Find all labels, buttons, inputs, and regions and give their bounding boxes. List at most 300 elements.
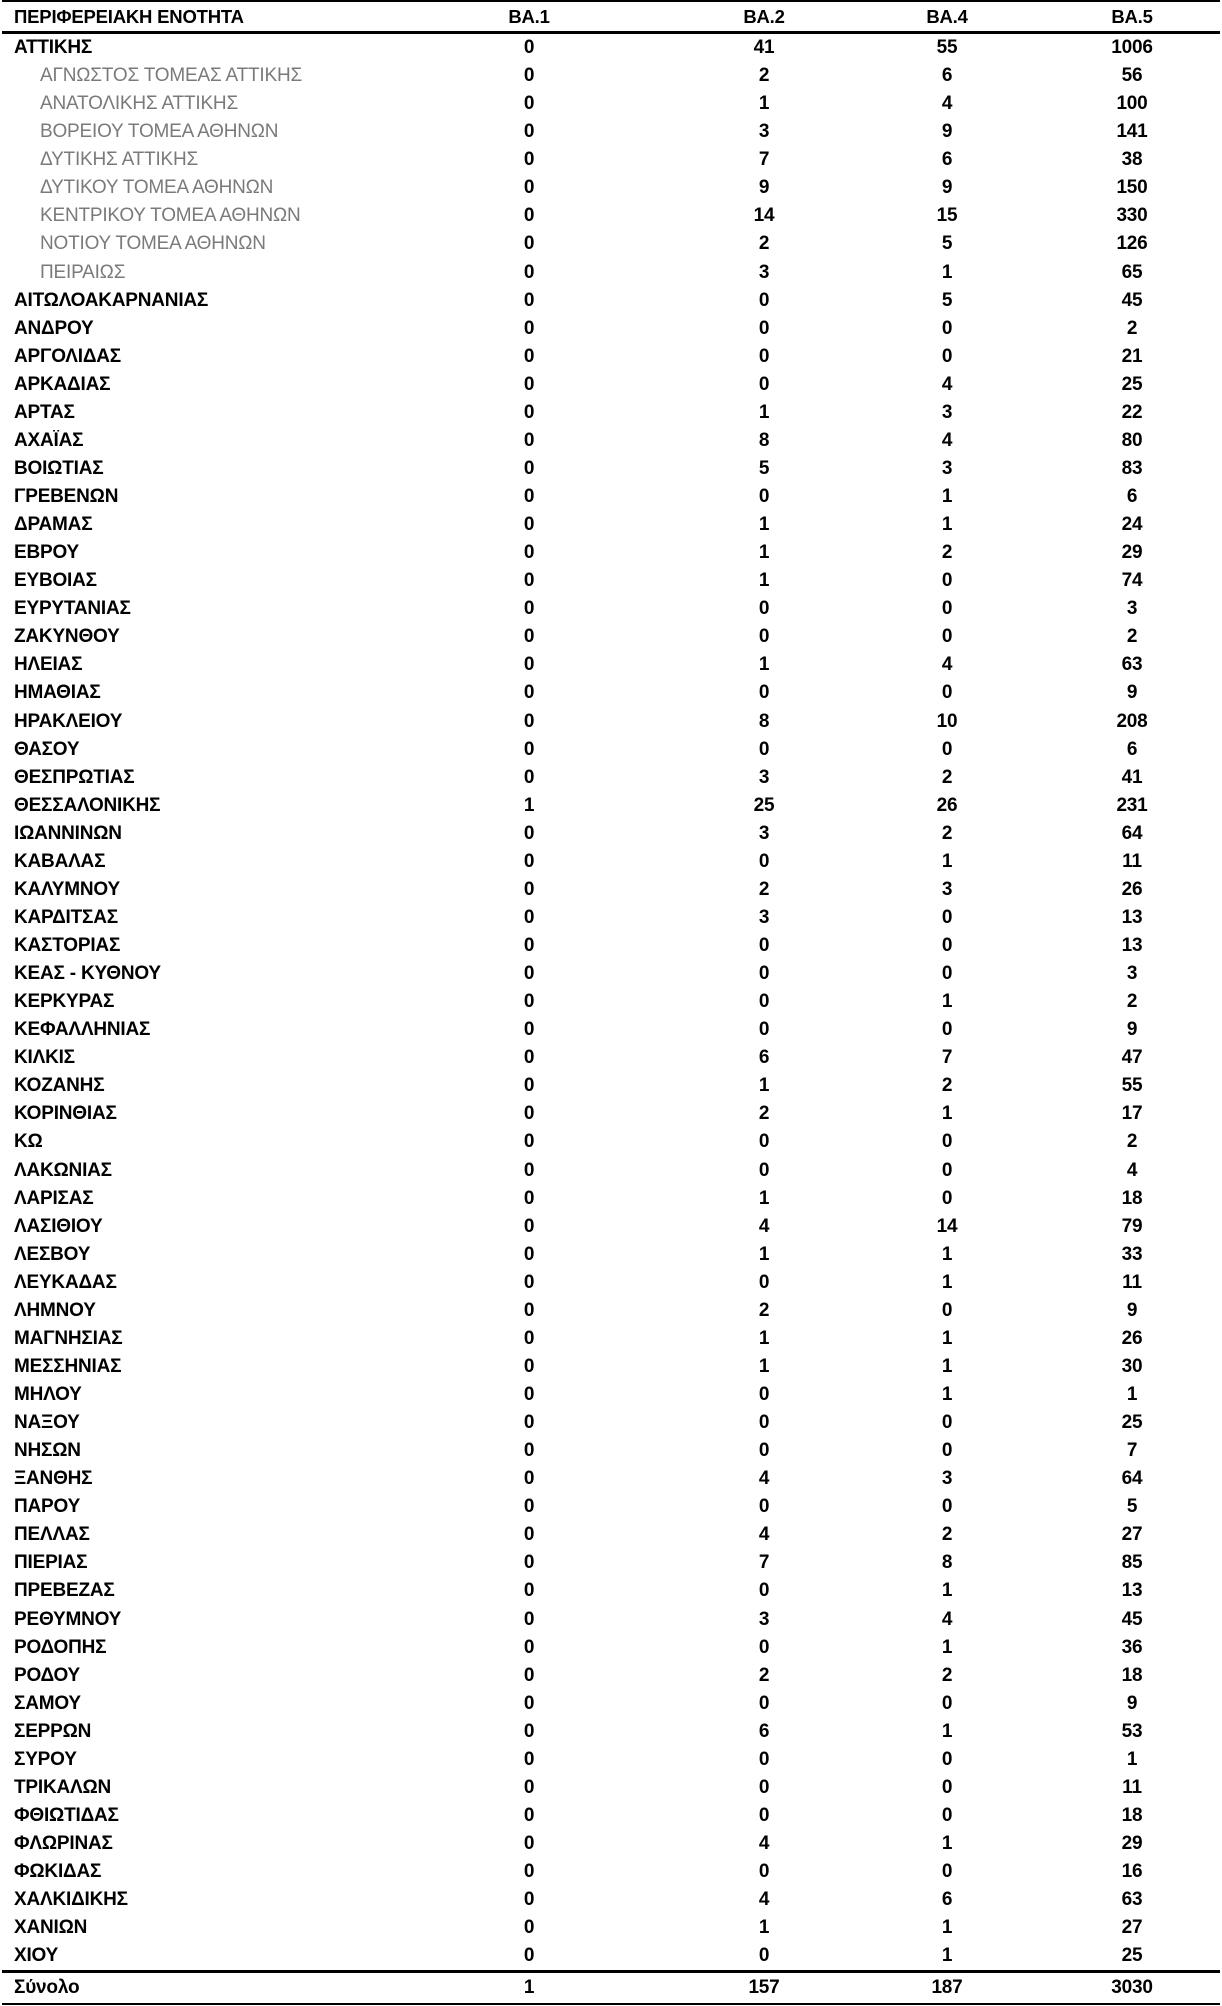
table-row (2, 230, 1220, 258)
value-ba1: 0 (523, 570, 535, 592)
value-ba2: 3 (758, 121, 770, 143)
table-row (2, 287, 1220, 315)
value-ba4: 0 (941, 1748, 953, 1770)
region-name: ΠΕΙΡΑΙΩΣ (40, 261, 126, 283)
value-ba5: 45 (1121, 1608, 1143, 1630)
value-ba1: 0 (523, 37, 535, 59)
value-ba4: 4 (941, 654, 953, 676)
value-ba4: 0 (941, 1861, 953, 1883)
table-header-row (2, 2, 1220, 34)
region-name: ΧΙΟΥ (14, 1945, 59, 1967)
table-row (2, 1072, 1220, 1100)
value-ba2: 0 (758, 850, 770, 872)
value-ba2: 0 (758, 1776, 770, 1798)
table-row (2, 1409, 1220, 1437)
region-name: ΠΡΕΒΕΖΑΣ (14, 1580, 115, 1602)
value-ba4: 2 (941, 766, 953, 788)
table-row (2, 399, 1220, 427)
value-ba5: 25 (1121, 1412, 1143, 1434)
value-ba4: 6 (941, 65, 953, 87)
value-ba5: 208 (1116, 710, 1148, 732)
value-ba1: 0 (523, 1524, 535, 1546)
value-ba5: 53 (1121, 1720, 1143, 1742)
value-ba5: 21 (1121, 345, 1143, 367)
region-name: ΔΡΑΜΑΣ (14, 514, 93, 536)
value-ba4: 3 (941, 1468, 953, 1490)
value-ba4: 2 (941, 1524, 953, 1546)
value-ba1: 0 (523, 1580, 535, 1602)
value-ba5: 33 (1121, 1243, 1143, 1265)
value-ba1: 0 (523, 598, 535, 620)
region-name: ΚΑΡΔΙΤΣΑΣ (14, 906, 118, 928)
value-ba4: 1 (941, 1720, 953, 1742)
value-ba1: 0 (523, 1917, 535, 1939)
value-ba5: 41 (1121, 766, 1143, 788)
table-row (2, 118, 1220, 146)
region-name: ΜΗΛΟΥ (14, 1384, 82, 1406)
total-ba1: 1 (523, 1977, 535, 1999)
value-ba2: 0 (758, 1019, 770, 1041)
value-ba2: 4 (758, 1215, 770, 1237)
value-ba1: 0 (523, 963, 535, 985)
value-ba5: 9 (1126, 682, 1138, 704)
value-ba4: 0 (941, 906, 953, 928)
value-ba5: 64 (1121, 1468, 1143, 1490)
total-row (2, 1970, 1220, 2005)
value-ba4: 1 (941, 1384, 953, 1406)
value-ba2: 1 (758, 1187, 770, 1209)
value-ba5: 2 (1126, 991, 1138, 1013)
value-ba1: 0 (523, 514, 535, 536)
value-ba4: 2 (941, 822, 953, 844)
value-ba5: 25 (1121, 1945, 1143, 1967)
region-name: ΠΑΡΟΥ (14, 1496, 81, 1518)
value-ba1: 0 (523, 233, 535, 255)
value-ba5: 26 (1121, 878, 1143, 900)
value-ba1: 0 (523, 1664, 535, 1686)
value-ba1: 0 (523, 401, 535, 423)
value-ba4: 0 (941, 570, 953, 592)
value-ba2: 0 (758, 1159, 770, 1181)
value-ba5: 38 (1121, 149, 1143, 171)
value-ba4: 4 (941, 1608, 953, 1630)
value-ba2: 0 (758, 626, 770, 648)
region-name: ΠΕΛΛΑΣ (14, 1524, 90, 1546)
value-ba4: 0 (941, 1440, 953, 1462)
value-ba1: 0 (523, 93, 535, 115)
table-row (2, 1128, 1220, 1156)
value-ba1: 0 (523, 682, 535, 704)
region-name: ΑΡΤΑΣ (14, 401, 75, 423)
value-ba4: 2 (941, 542, 953, 564)
value-ba4: 1 (941, 850, 953, 872)
region-name: ΦΩΚΙΔΑΣ (14, 1861, 102, 1883)
value-ba2: 3 (758, 1608, 770, 1630)
region-name: ΛΗΜΝΟΥ (14, 1299, 96, 1321)
region-name: ΘΕΣΠΡΩΤΙΑΣ (14, 766, 135, 788)
value-ba1: 0 (523, 1075, 535, 1097)
table-row (2, 1353, 1220, 1381)
value-ba5: 18 (1121, 1187, 1143, 1209)
value-ba1: 0 (523, 906, 535, 928)
table-row (2, 1465, 1220, 1493)
value-ba4: 0 (941, 1299, 953, 1321)
value-ba4: 0 (941, 1159, 953, 1181)
value-ba4: 0 (941, 738, 953, 760)
table-row (2, 1549, 1220, 1577)
region-name: ΑΤΤΙΚΗΣ (14, 37, 93, 59)
value-ba2: 3 (758, 261, 770, 283)
region-name: ΘΑΣΟΥ (14, 738, 80, 760)
table-row (2, 1886, 1220, 1914)
value-ba5: 45 (1121, 289, 1143, 311)
region-name: ΒΟΡΕΙΟΥ ΤΟΜΕΑ ΑΘΗΝΩΝ (40, 121, 279, 143)
value-ba4: 5 (941, 233, 953, 255)
value-ba4: 0 (941, 626, 953, 648)
table-row (2, 820, 1220, 848)
table-row (2, 427, 1220, 455)
value-ba2: 0 (758, 935, 770, 957)
value-ba1: 0 (523, 935, 535, 957)
value-ba1: 0 (523, 1804, 535, 1826)
region-name: ΗΛΕΙΑΣ (14, 654, 83, 676)
value-ba2: 0 (758, 373, 770, 395)
table-row (2, 1690, 1220, 1718)
value-ba5: 85 (1121, 1552, 1143, 1574)
value-ba5: 55 (1121, 1075, 1143, 1097)
value-ba2: 8 (758, 429, 770, 451)
value-ba5: 27 (1121, 1524, 1143, 1546)
value-ba5: 5 (1126, 1496, 1138, 1518)
value-ba5: 6 (1126, 738, 1138, 760)
table-row (2, 1269, 1220, 1297)
value-ba5: 74 (1121, 570, 1143, 592)
table-row (2, 34, 1220, 62)
value-ba2: 1 (758, 93, 770, 115)
table-row (2, 1746, 1220, 1774)
table-row (2, 1157, 1220, 1185)
value-ba4: 14 (936, 1215, 958, 1237)
region-name: ΣΕΡΡΩΝ (14, 1720, 92, 1742)
value-ba4: 0 (941, 345, 953, 367)
table-row (2, 1241, 1220, 1269)
value-ba5: 2 (1126, 1131, 1138, 1153)
value-ba2: 7 (758, 149, 770, 171)
value-ba4: 1 (941, 1636, 953, 1658)
value-ba5: 80 (1121, 429, 1143, 451)
value-ba5: 3 (1126, 598, 1138, 620)
region-name: ΕΥΡΥΤΑΝΙΑΣ (14, 598, 131, 620)
value-ba1: 0 (523, 1355, 535, 1377)
table-row (2, 1044, 1220, 1072)
value-ba1: 0 (523, 1327, 535, 1349)
value-ba1: 0 (523, 1636, 535, 1658)
value-ba2: 0 (758, 1496, 770, 1518)
region-name: ΕΒΡΟΥ (14, 542, 79, 564)
total-ba2: 157 (748, 1977, 780, 1999)
region-name: ΑΡΚΑΔΙΑΣ (14, 373, 111, 395)
value-ba4: 1 (941, 514, 953, 536)
table-row (2, 1521, 1220, 1549)
value-ba2: 2 (758, 878, 770, 900)
value-ba1: 1 (523, 794, 535, 816)
value-ba5: 9 (1126, 1299, 1138, 1321)
value-ba4: 3 (941, 401, 953, 423)
region-name: ΛΑΡΙΣΑΣ (14, 1187, 94, 1209)
value-ba5: 83 (1121, 457, 1143, 479)
value-ba4: 3 (941, 878, 953, 900)
value-ba1: 0 (523, 345, 535, 367)
value-ba5: 17 (1121, 1103, 1143, 1125)
value-ba1: 0 (523, 65, 535, 87)
value-ba2: 41 (753, 37, 775, 59)
value-ba1: 0 (523, 1187, 535, 1209)
value-ba4: 4 (941, 373, 953, 395)
value-ba2: 0 (758, 1271, 770, 1293)
value-ba2: 5 (758, 457, 770, 479)
header-ba2: ΒΑ.2 (743, 5, 785, 27)
value-ba4: 0 (941, 1692, 953, 1714)
value-ba2: 2 (758, 1664, 770, 1686)
value-ba4: 4 (941, 429, 953, 451)
value-ba5: 26 (1121, 1327, 1143, 1349)
value-ba4: 26 (936, 794, 958, 816)
region-name: ΜΕΣΣΗΝΙΑΣ (14, 1355, 122, 1377)
value-ba5: 79 (1121, 1215, 1143, 1237)
total-ba4: 187 (931, 1977, 963, 1999)
region-name: ΚΕΡΚΥΡΑΣ (14, 991, 115, 1013)
table-row (2, 1493, 1220, 1521)
table-row (2, 1213, 1220, 1241)
value-ba1: 0 (523, 149, 535, 171)
value-ba4: 0 (941, 1412, 953, 1434)
table-row (2, 932, 1220, 960)
region-name: ΝΗΣΩΝ (14, 1440, 81, 1462)
table-row (2, 1774, 1220, 1802)
value-ba4: 1 (941, 1271, 953, 1293)
table-row (2, 876, 1220, 904)
region-name: ΠΙΕΡΙΑΣ (14, 1552, 88, 1574)
value-ba2: 7 (758, 1552, 770, 1574)
value-ba2: 0 (758, 1440, 770, 1462)
table-row (2, 1606, 1220, 1634)
value-ba1: 0 (523, 1019, 535, 1041)
value-ba2: 0 (758, 1748, 770, 1770)
value-ba2: 3 (758, 766, 770, 788)
region-name: ΚΑΒΑΛΑΣ (14, 850, 106, 872)
region-name: ΕΥΒΟΙΑΣ (14, 570, 97, 592)
total-label: Σύνολο (14, 1977, 80, 1999)
table-row (2, 623, 1220, 651)
table-row (2, 1718, 1220, 1746)
value-ba4: 1 (941, 261, 953, 283)
value-ba4: 1 (941, 1243, 953, 1265)
total-ba5: 3030 (1111, 1977, 1153, 1999)
value-ba1: 0 (523, 457, 535, 479)
value-ba5: 9 (1126, 1692, 1138, 1714)
value-ba2: 1 (758, 1327, 770, 1349)
value-ba2: 8 (758, 710, 770, 732)
value-ba1: 0 (523, 1468, 535, 1490)
value-ba5: 4 (1126, 1159, 1138, 1181)
value-ba4: 1 (941, 1580, 953, 1602)
table-row (2, 1802, 1220, 1830)
value-ba4: 9 (941, 121, 953, 143)
region-name: ΑΝΔΡΟΥ (14, 317, 94, 339)
value-ba4: 0 (941, 935, 953, 957)
region-name: ΞΑΝΘΗΣ (14, 1468, 93, 1490)
table-row (2, 1100, 1220, 1128)
table-body (2, 34, 1220, 1970)
value-ba2: 1 (758, 1075, 770, 1097)
table-row (2, 455, 1220, 483)
value-ba1: 0 (523, 486, 535, 508)
value-ba2: 1 (758, 401, 770, 423)
value-ba2: 2 (758, 233, 770, 255)
value-ba1: 0 (523, 1720, 535, 1742)
region-name: ΚΕΦΑΛΛΗΝΙΑΣ (14, 1019, 151, 1041)
value-ba1: 0 (523, 878, 535, 900)
value-ba1: 0 (523, 1608, 535, 1630)
value-ba2: 0 (758, 317, 770, 339)
value-ba4: 0 (941, 1496, 953, 1518)
value-ba2: 0 (758, 345, 770, 367)
value-ba5: 3 (1126, 963, 1138, 985)
value-ba1: 0 (523, 1552, 535, 1574)
value-ba1: 0 (523, 121, 535, 143)
region-name: ΗΜΑΘΙΑΣ (14, 682, 101, 704)
header-region: ΠΕΡΙΦΕΡΕΙΑΚΗ ΕΝΟΤΗΤΑ (14, 5, 244, 27)
value-ba2: 0 (758, 486, 770, 508)
value-ba5: 9 (1126, 1019, 1138, 1041)
value-ba4: 1 (941, 1833, 953, 1855)
value-ba1: 0 (523, 1692, 535, 1714)
value-ba1: 0 (523, 766, 535, 788)
value-ba1: 0 (523, 261, 535, 283)
region-name: ΛΑΚΩΝΙΑΣ (14, 1159, 112, 1181)
region-name: ΣΥΡΟΥ (14, 1748, 77, 1770)
header-ba1: ΒΑ.1 (508, 5, 550, 27)
value-ba4: 0 (941, 1776, 953, 1798)
table-row (2, 343, 1220, 371)
value-ba2: 0 (758, 1636, 770, 1658)
value-ba1: 0 (523, 626, 535, 648)
value-ba4: 7 (941, 1047, 953, 1069)
value-ba5: 30 (1121, 1355, 1143, 1377)
table-row (2, 483, 1220, 511)
value-ba4: 10 (936, 710, 958, 732)
region-name: ΑΙΤΩΛΟΑΚΑΡΝΑΝΙΑΣ (14, 289, 209, 311)
region-name: ΝΑΞΟΥ (14, 1412, 80, 1434)
value-ba5: 64 (1121, 822, 1143, 844)
table-row (2, 1185, 1220, 1213)
region-name: ΡΟΔΟΥ (14, 1664, 81, 1686)
value-ba4: 0 (941, 1187, 953, 1209)
value-ba4: 1 (941, 1327, 953, 1349)
table-row (2, 764, 1220, 792)
value-ba5: 2 (1126, 317, 1138, 339)
table-row (2, 1016, 1220, 1044)
region-name: ΡΕΘΥΜΝΟΥ (14, 1608, 122, 1630)
value-ba1: 0 (523, 1440, 535, 1462)
value-ba2: 1 (758, 1917, 770, 1939)
value-ba4: 2 (941, 1075, 953, 1097)
region-name: ΦΛΩΡΙΝΑΣ (14, 1833, 113, 1855)
value-ba5: 1 (1126, 1748, 1138, 1770)
value-ba5: 63 (1121, 654, 1143, 676)
value-ba2: 1 (758, 654, 770, 676)
region-name: ΓΡΕΒΕΝΩΝ (14, 486, 119, 508)
region-name: ΣΑΜΟΥ (14, 1692, 81, 1714)
value-ba4: 8 (941, 1552, 953, 1574)
table-row (2, 736, 1220, 764)
value-ba1: 0 (523, 1776, 535, 1798)
value-ba2: 3 (758, 822, 770, 844)
value-ba1: 0 (523, 850, 535, 872)
table-row (2, 708, 1220, 736)
value-ba5: 13 (1121, 906, 1143, 928)
region-name: ΙΩΑΝΝΙΝΩΝ (14, 822, 122, 844)
value-ba4: 15 (936, 205, 958, 227)
value-ba4: 55 (936, 37, 958, 59)
value-ba4: 6 (941, 149, 953, 171)
value-ba1: 0 (523, 1131, 535, 1153)
value-ba2: 0 (758, 289, 770, 311)
value-ba2: 0 (758, 682, 770, 704)
value-ba4: 1 (941, 1355, 953, 1377)
value-ba2: 0 (758, 1804, 770, 1826)
value-ba5: 150 (1116, 177, 1148, 199)
value-ba1: 0 (523, 177, 535, 199)
value-ba4: 1 (941, 1917, 953, 1939)
value-ba1: 0 (523, 654, 535, 676)
table-row (2, 651, 1220, 679)
value-ba2: 1 (758, 1355, 770, 1377)
table-row (2, 146, 1220, 174)
region-name: ΔΥΤΙΚΗΣ ΑΤΤΙΚΗΣ (40, 149, 199, 171)
region-name: ΘΕΣΣΑΛΟΝΙΚΗΣ (14, 794, 161, 816)
value-ba1: 0 (523, 1159, 535, 1181)
value-ba2: 3 (758, 906, 770, 928)
value-ba5: 63 (1121, 1889, 1143, 1911)
value-ba4: 1 (941, 1945, 953, 1967)
value-ba2: 0 (758, 598, 770, 620)
table-row (2, 1662, 1220, 1690)
value-ba1: 0 (523, 710, 535, 732)
value-ba1: 0 (523, 1384, 535, 1406)
table-row (2, 259, 1220, 287)
header-ba5: ΒΑ.5 (1111, 5, 1153, 27)
region-name: ΝΟΤΙΟΥ ΤΟΜΕΑ ΑΘΗΝΩΝ (40, 233, 266, 255)
value-ba5: 330 (1116, 205, 1148, 227)
value-ba5: 18 (1121, 1804, 1143, 1826)
value-ba5: 56 (1121, 65, 1143, 87)
table-row (2, 792, 1220, 820)
region-name: ΔΥΤΙΚΟΥ ΤΟΜΕΑ ΑΘΗΝΩΝ (40, 177, 274, 199)
value-ba2: 25 (753, 794, 775, 816)
value-ba5: 11 (1122, 850, 1142, 872)
value-ba2: 4 (758, 1833, 770, 1855)
value-ba2: 1 (758, 514, 770, 536)
value-ba1: 0 (523, 1748, 535, 1770)
value-ba1: 0 (523, 289, 535, 311)
value-ba5: 100 (1116, 93, 1148, 115)
value-ba2: 2 (758, 1299, 770, 1321)
value-ba4: 2 (941, 1664, 953, 1686)
region-name: ΚΟΡΙΝΘΙΑΣ (14, 1103, 117, 1125)
value-ba5: 29 (1121, 1833, 1143, 1855)
value-ba2: 0 (758, 1861, 770, 1883)
